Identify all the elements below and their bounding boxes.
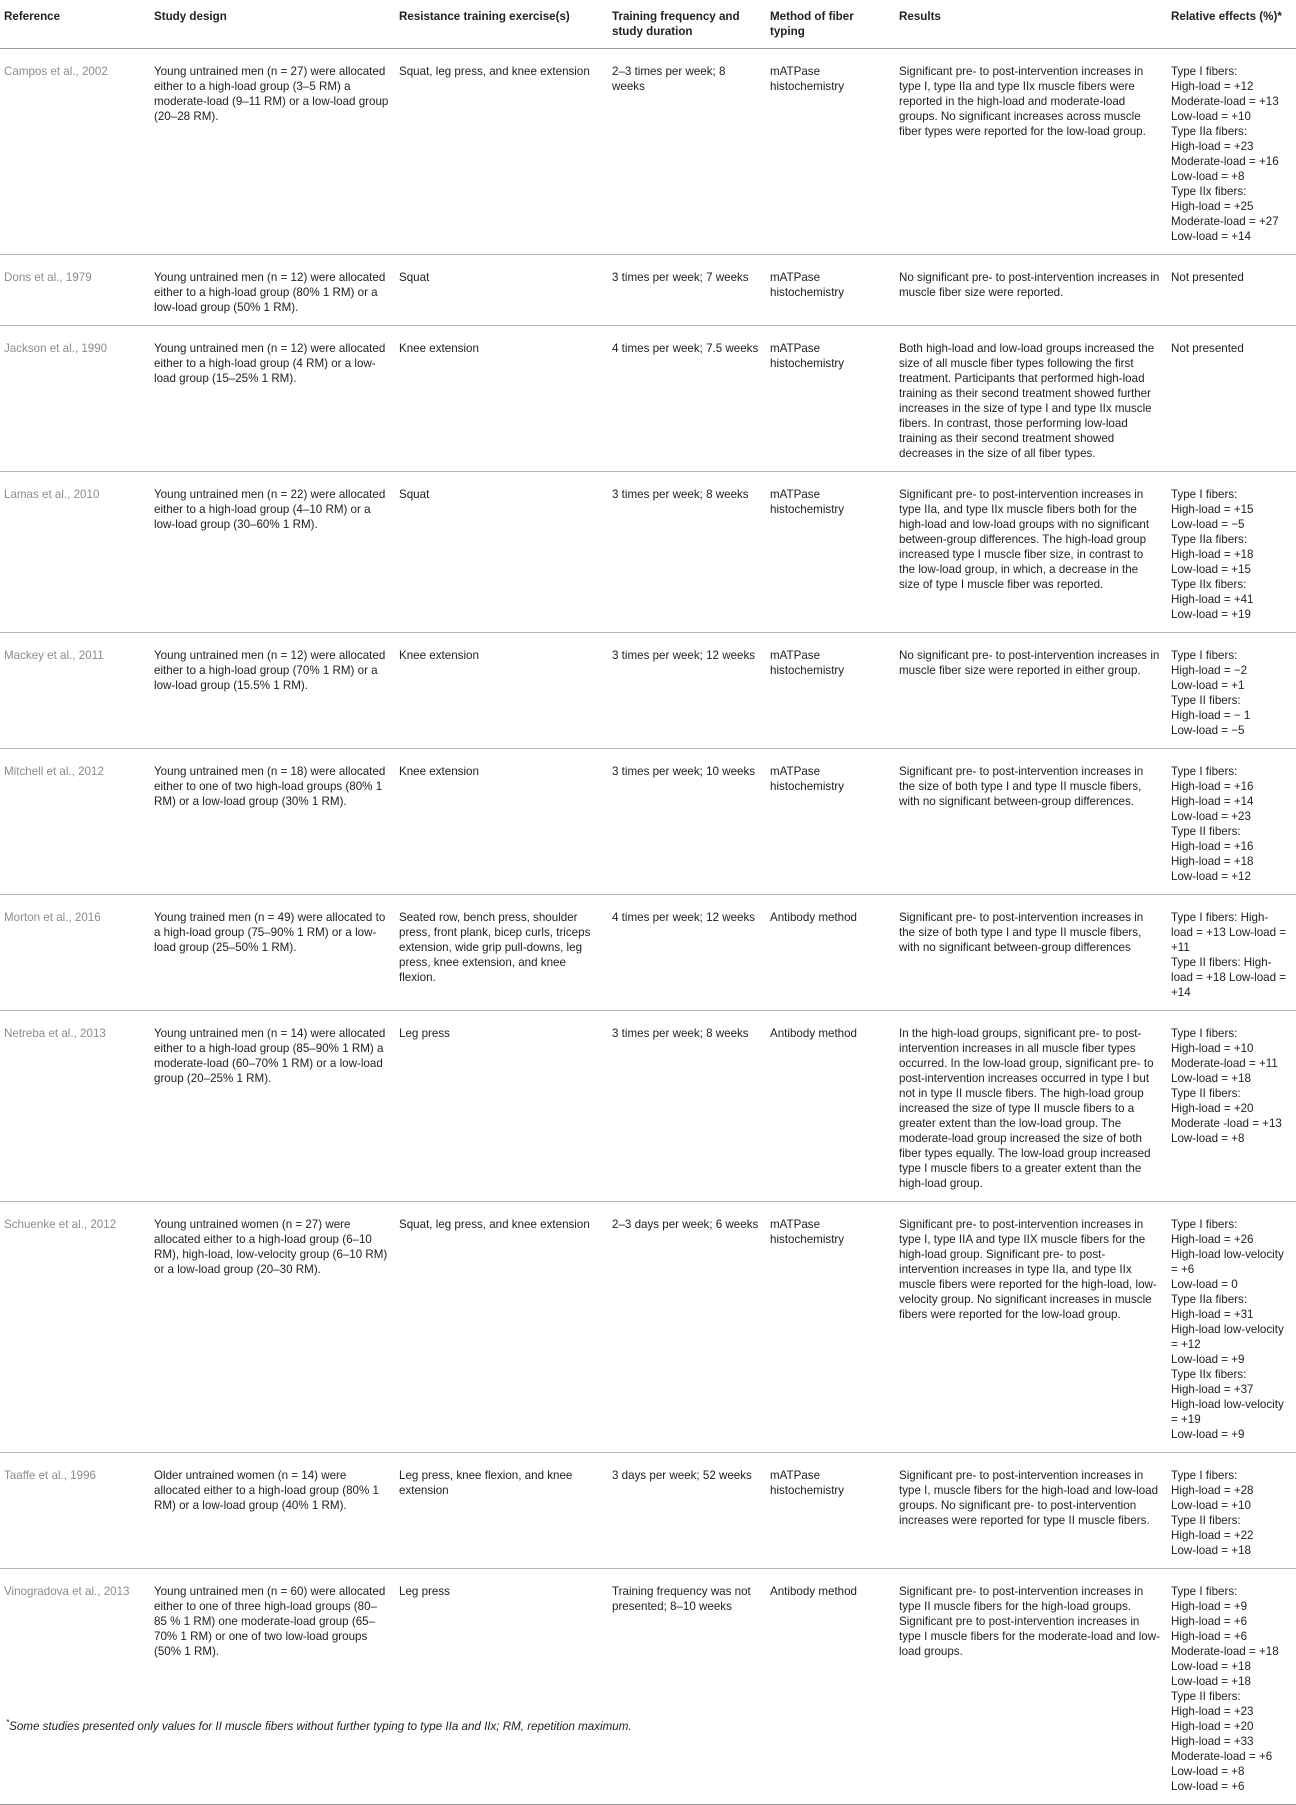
exercise-cell: Leg press, knee flexion, and knee extension bbox=[395, 1453, 608, 1569]
effect-line: Moderate-load = +18 bbox=[1171, 1645, 1279, 1658]
frequency-cell: 2–3 days per week; 6 weeks bbox=[608, 1202, 766, 1453]
effect-line: High-load = − 1 bbox=[1171, 709, 1251, 722]
study-design-cell: Young untrained men (n = 18) were allocated either to one of two high-load groups (80% 1 RM) or a low-load group (30% 1 RM). bbox=[150, 749, 395, 895]
frequency-cell: Training frequency was not presented; 8–10 weeks bbox=[608, 1569, 766, 1805]
effect-line: Not presented bbox=[1171, 271, 1244, 284]
effect-line: High-load = +37 bbox=[1171, 1383, 1254, 1396]
table-footnote: *Some studies presented only values for II muscle fibers without further typing to type IIa and IIx; RM, repetition maximum. bbox=[6, 1718, 632, 1733]
effect-line: High-load low-velocity = +19 bbox=[1171, 1398, 1284, 1426]
effect-line: Low-load = +6 bbox=[1171, 1780, 1245, 1793]
study-design-cell: Young trained men (n = 49) were allocated to a high-load group (75–90% 1 RM) or a low-load group (25–50% 1 RM). bbox=[150, 895, 395, 1011]
exercise-cell: Squat, leg press, and knee extension bbox=[395, 1202, 608, 1453]
table-row bbox=[0, 1569, 1296, 1805]
exercise-cell: Knee extension bbox=[395, 633, 608, 749]
study-design-cell: Young untrained men (n = 12) were allocated either to a high-load group (70% 1 RM) or a low-load group (15.5% 1 RM). bbox=[150, 633, 395, 749]
table-body bbox=[0, 49, 1296, 1805]
effect-line: Moderate-load = +13 bbox=[1171, 95, 1279, 108]
effect-line: Low-load = +9 bbox=[1171, 1353, 1245, 1366]
effect-line: High-load = +18 bbox=[1171, 548, 1254, 561]
effect-line: High-load = +18 bbox=[1171, 855, 1254, 868]
relative-effects-cell bbox=[1167, 1569, 1296, 1805]
study-design-cell: Older untrained women (n = 14) were allocated either to a high-load group (80% 1 RM) or a low-load group (40% 1 RM). bbox=[150, 1453, 395, 1569]
table-row bbox=[0, 749, 1296, 895]
frequency-cell: 3 times per week; 7 weeks bbox=[608, 255, 766, 326]
effect-line: Low-load = +19 bbox=[1171, 608, 1251, 621]
table-row bbox=[0, 255, 1296, 326]
reference-cell[interactable]: Campos et al., 2002 bbox=[0, 49, 150, 255]
method-cell: Antibody method bbox=[766, 1011, 895, 1202]
exercise-cell: Squat bbox=[395, 255, 608, 326]
results-cell: Significant pre- to post-intervention increases in type I, muscle fibers for the high-load and low-load groups. No significant pre- to post-intervention increases were reported for type II muscle fibers. bbox=[895, 1453, 1167, 1569]
effect-line: Low-load = +1 bbox=[1171, 679, 1245, 692]
relative-effects-cell bbox=[1167, 749, 1296, 895]
effect-line: High-load = +23 bbox=[1171, 140, 1254, 153]
table-row bbox=[0, 633, 1296, 749]
effect-line: High-load = +26 bbox=[1171, 1233, 1254, 1246]
effect-line: Type I fibers: bbox=[1171, 1218, 1238, 1231]
header-study-design: Study design bbox=[150, 0, 395, 49]
header-exercises: Resistance training exercise(s) bbox=[395, 0, 608, 49]
header-method: Method of fiber typing bbox=[766, 0, 895, 49]
relative-effects-cell bbox=[1167, 255, 1296, 326]
results-cell: In the high-load groups, significant pre- to post-intervention increases in all muscle fiber types occurred. In the low-load group, significant pre- to post-intervention increases occurred in type I but not in type II muscle fibers. The high-load group increased the size of type II muscle fibers to a greater extent than the low-load group. The moderate-load group increased the size of both fiber types equally. The low-load group increased type I muscle fibers to a greater extent than the high-load group. bbox=[895, 1011, 1167, 1202]
effect-line: High-load = +9 bbox=[1171, 1600, 1248, 1613]
header-frequency: Training frequency and study duration bbox=[608, 0, 766, 49]
table-header-row bbox=[0, 0, 1296, 49]
effect-line: Low-load = +8 bbox=[1171, 170, 1245, 183]
effect-line: Low-load = +12 bbox=[1171, 870, 1251, 883]
effect-line: Type I fibers: bbox=[1171, 649, 1238, 662]
frequency-cell: 3 times per week; 8 weeks bbox=[608, 472, 766, 633]
table-row bbox=[0, 1202, 1296, 1453]
table-row bbox=[0, 895, 1296, 1011]
effect-line: Type II fibers: bbox=[1171, 1087, 1241, 1100]
effect-line: Low-load = −5 bbox=[1171, 518, 1245, 531]
effect-line: High-load low-velocity = +12 bbox=[1171, 1323, 1284, 1351]
effect-line: Type I fibers: bbox=[1171, 765, 1238, 778]
effect-line: Moderate-load = +27 bbox=[1171, 215, 1279, 228]
frequency-cell: 3 times per week; 10 weeks bbox=[608, 749, 766, 895]
relative-effects-cell bbox=[1167, 895, 1296, 1011]
results-cell: Significant pre- to post-intervention increases in type I, type IIA and type IIX muscle fibers for the high-load group. Significant pre- to post-intervention increases in type IIa, and type IIx muscle fibers were reported for the high-load, low-velocity group. No significant increases in muscle fibers were reported for the low-load group. bbox=[895, 1202, 1167, 1453]
effect-line: Low-load = +18 bbox=[1171, 1072, 1251, 1085]
reference-cell[interactable]: Mackey et al., 2011 bbox=[0, 633, 150, 749]
effect-line: Type IIa fibers: bbox=[1171, 125, 1248, 138]
exercise-cell: Knee extension bbox=[395, 326, 608, 472]
results-cell: Significant pre- to post-intervention increases in type IIa, and type IIx muscle fibers both for the high-load and low-load groups with no significant between-group differences. The high-load group increased type I muscle fiber size, in contrast to the low-load group, in which, a decrease in the size of type I muscle fiber was reported. bbox=[895, 472, 1167, 633]
study-design-cell: Young untrained men (n = 27) were allocated either to a high-load group (3–5 RM) a moderate-load (9–11 RM) or a low-load group (20–28 RM). bbox=[150, 49, 395, 255]
effect-line: High-load = +28 bbox=[1171, 1484, 1254, 1497]
effect-line: Low-load = +8 bbox=[1171, 1132, 1245, 1145]
frequency-cell: 3 days per week; 52 weeks bbox=[608, 1453, 766, 1569]
effect-line: Type I fibers: bbox=[1171, 1469, 1238, 1482]
effect-line: Type I fibers: bbox=[1171, 1027, 1238, 1040]
effect-line: High-load = +16 bbox=[1171, 780, 1254, 793]
effect-line: Type IIa fibers: bbox=[1171, 533, 1248, 546]
effect-line: High-load = +6 bbox=[1171, 1615, 1248, 1628]
method-cell: mATPase histochemistry bbox=[766, 49, 895, 255]
effect-line: High-load = +16 bbox=[1171, 840, 1254, 853]
effect-line: Moderate-load = +16 bbox=[1171, 155, 1279, 168]
header-relative-effects: Relative effects (%)* bbox=[1167, 0, 1296, 49]
table-row bbox=[0, 49, 1296, 255]
study-design-cell: Young untrained men (n = 22) were allocated either to a high-load group (4–10 RM) or a low-load group (30–60% 1 RM). bbox=[150, 472, 395, 633]
effect-line: High-load = −2 bbox=[1171, 664, 1248, 677]
reference-cell[interactable]: Mitchell et al., 2012 bbox=[0, 749, 150, 895]
effect-line: Low-load = −5 bbox=[1171, 724, 1245, 737]
effect-line: Type II fibers: bbox=[1171, 825, 1241, 838]
relative-effects-cell bbox=[1167, 326, 1296, 472]
effect-line: High-load = +14 bbox=[1171, 795, 1254, 808]
frequency-cell: 3 times per week; 8 weeks bbox=[608, 1011, 766, 1202]
effect-line: Low-load = +8 bbox=[1171, 1765, 1245, 1778]
effect-line: High-load = +41 bbox=[1171, 593, 1254, 606]
relative-effects-cell bbox=[1167, 49, 1296, 255]
method-cell: mATPase histochemistry bbox=[766, 472, 895, 633]
study-design-cell: Young untrained men (n = 60) were allocated either to one of three high-load groups (80–85 % 1 RM) one moderate-load group (65–70% 1 RM) or one of two low-load groups (50% 1 RM). bbox=[150, 1569, 395, 1805]
method-cell: mATPase histochemistry bbox=[766, 633, 895, 749]
method-cell: mATPase histochemistry bbox=[766, 326, 895, 472]
method-cell: Antibody method bbox=[766, 1569, 895, 1805]
effect-line: Type II fibers: bbox=[1171, 694, 1241, 707]
effect-line: High-load = +25 bbox=[1171, 200, 1254, 213]
relative-effects-cell bbox=[1167, 633, 1296, 749]
effect-line: Moderate-load = +11 bbox=[1171, 1057, 1278, 1070]
method-cell: mATPase histochemistry bbox=[766, 749, 895, 895]
frequency-cell: 3 times per week; 12 weeks bbox=[608, 633, 766, 749]
reference-cell[interactable]: Lamas et al., 2010 bbox=[0, 472, 150, 633]
method-cell: mATPase histochemistry bbox=[766, 255, 895, 326]
reference-cell[interactable]: Vinogradova et al., 2013 bbox=[0, 1569, 150, 1805]
effect-line: Type IIa fibers: bbox=[1171, 1293, 1248, 1306]
effect-line: Low-load = +18 bbox=[1171, 1675, 1251, 1688]
effect-line: Low-load = +18 bbox=[1171, 1660, 1251, 1673]
method-cell: mATPase histochemistry bbox=[766, 1202, 895, 1453]
effect-line: Low-load = +9 bbox=[1171, 1428, 1245, 1441]
results-cell: Significant pre- to post-intervention increases in type I, type IIa and type IIx muscle fibers were reported in the high-load and moderate-load groups. No significant increases across muscle fiber types were reported for the low-load group. bbox=[895, 49, 1167, 255]
effect-line: Type II fibers: bbox=[1171, 1690, 1241, 1703]
effect-line: High-load = +15 bbox=[1171, 503, 1254, 516]
effect-line: Low-load = +14 bbox=[1171, 230, 1251, 243]
effect-line: High-load = +31 bbox=[1171, 1308, 1254, 1321]
method-cell: mATPase histochemistry bbox=[766, 1453, 895, 1569]
effect-line: High-load = +20 bbox=[1171, 1102, 1254, 1115]
relative-effects-cell bbox=[1167, 1202, 1296, 1453]
effect-line: Low-load = +15 bbox=[1171, 563, 1251, 576]
results-cell: Significant pre- to post-intervention increases in type II muscle fibers for the high-load groups. Significant pre to post-intervention increases in type I muscle fibers for the moderate-load and low-load groups. bbox=[895, 1569, 1167, 1805]
reference-cell[interactable]: Dons et al., 1979 bbox=[0, 255, 150, 326]
effect-line: Low-load = 0 bbox=[1171, 1278, 1238, 1291]
relative-effects-cell bbox=[1167, 472, 1296, 633]
effect-line: Type I fibers: bbox=[1171, 488, 1238, 501]
method-cell: Antibody method bbox=[766, 895, 895, 1011]
reference-cell[interactable]: Netreba et al., 2013 bbox=[0, 1011, 150, 1202]
exercise-cell: Seated row, bench press, shoulder press, front plank, bicep curls, triceps extension, wide grip pull-downs, leg press, knee extension, and knee flexion. bbox=[395, 895, 608, 1011]
relative-effects-cell bbox=[1167, 1011, 1296, 1202]
results-cell: No significant pre- to post-intervention increases in muscle fiber size were reported. bbox=[895, 255, 1167, 326]
results-cell: Both high-load and low-load groups increased the size of all muscle fiber types following the first treatment. Participants that performed high-load training as their second treatment showed further increases in the size of type I and type IIx muscle fibers. In contrast, those performing low-load training as their second treatment showed decreases in the size of all fiber types. bbox=[895, 326, 1167, 472]
effect-line: Moderate -load = +13 bbox=[1171, 1117, 1282, 1130]
header-results: Results bbox=[895, 0, 1167, 49]
results-cell: Significant pre- to post-intervention increases in the size of both type I and type II muscle fibers, with no significant between-group differences bbox=[895, 895, 1167, 1011]
exercise-cell: Squat, leg press, and knee extension bbox=[395, 49, 608, 255]
effect-line: Low-load = +10 bbox=[1171, 110, 1251, 123]
effect-line: Type I fibers: bbox=[1171, 65, 1238, 78]
effect-line: Type IIx fibers: bbox=[1171, 185, 1247, 198]
reference-cell[interactable]: Morton et al., 2016 bbox=[0, 895, 150, 1011]
exercise-cell: Squat bbox=[395, 472, 608, 633]
effect-line: High-load = +12 bbox=[1171, 80, 1254, 93]
effect-line: High-load = +20 bbox=[1171, 1720, 1254, 1733]
frequency-cell: 4 times per week; 12 weeks bbox=[608, 895, 766, 1011]
effect-line: Not presented bbox=[1171, 342, 1244, 355]
effect-line: Low-load = +18 bbox=[1171, 1544, 1251, 1557]
effect-line: Type IIx fibers: bbox=[1171, 1368, 1247, 1381]
effect-line: High-load low-velocity = +6 bbox=[1171, 1248, 1284, 1276]
table-row bbox=[0, 472, 1296, 633]
effect-line: High-load = +10 bbox=[1171, 1042, 1254, 1055]
frequency-cell: 2–3 times per week; 8 weeks bbox=[608, 49, 766, 255]
effect-line: High-load = +23 bbox=[1171, 1705, 1254, 1718]
effect-line: Type IIx fibers: bbox=[1171, 578, 1247, 591]
reference-cell[interactable]: Taaffe et al., 1996 bbox=[0, 1453, 150, 1569]
exercise-cell: Leg press bbox=[395, 1569, 608, 1805]
effect-line: Low-load = +10 bbox=[1171, 1499, 1251, 1512]
exercise-cell: Leg press bbox=[395, 1011, 608, 1202]
relative-effects-cell bbox=[1167, 1453, 1296, 1569]
study-design-cell: Young untrained women (n = 27) were allocated either to a high-load group (6–10 RM), high-load, low-velocity group (6–10 RM) or a low-load group (20–30 RM). bbox=[150, 1202, 395, 1453]
results-cell: Significant pre- to post-intervention increases in the size of both type I and type II muscle fibers, with no significant between-group differences. bbox=[895, 749, 1167, 895]
study-design-cell: Young untrained men (n = 12) were allocated either to a high-load group (4 RM) or a low-load group (15–25% 1 RM). bbox=[150, 326, 395, 472]
header-reference: Reference bbox=[0, 0, 150, 49]
reference-cell[interactable]: Schuenke et al., 2012 bbox=[0, 1202, 150, 1453]
effect-line: High-load = +22 bbox=[1171, 1529, 1254, 1542]
reference-cell[interactable]: Jackson et al., 1990 bbox=[0, 326, 150, 472]
table-row bbox=[0, 326, 1296, 472]
frequency-cell: 4 times per week; 7.5 weeks bbox=[608, 326, 766, 472]
table-row bbox=[0, 1011, 1296, 1202]
effect-line: High-load = +6 bbox=[1171, 1630, 1248, 1643]
effect-line: Type I fibers: High-load = +13 Low-load = +11 bbox=[1171, 911, 1287, 954]
effect-line: Type II fibers: High-load = +18 Low-load = +14 bbox=[1171, 956, 1287, 999]
study-design-cell: Young untrained men (n = 14) were allocated either to a high-load group (85–90% 1 RM) a moderate-load (60–70% 1 RM) or a low-load group (20–25% 1 RM). bbox=[150, 1011, 395, 1202]
effect-line: Moderate-load = +6 bbox=[1171, 1750, 1273, 1763]
results-cell: No significant pre- to post-intervention increases in muscle fiber size were reported in either group. bbox=[895, 633, 1167, 749]
study-design-cell: Young untrained men (n = 12) were allocated either to a high-load group (80% 1 RM) or a low-load group (50% 1 RM). bbox=[150, 255, 395, 326]
table-row bbox=[0, 1453, 1296, 1569]
footnote-text: Some studies presented only values for II muscle fibers without further typing to type IIa and IIx; RM, repetition maximum. bbox=[9, 1719, 632, 1733]
exercise-cell: Knee extension bbox=[395, 749, 608, 895]
effect-line: Type II fibers: bbox=[1171, 1514, 1241, 1527]
effect-line: Low-load = +23 bbox=[1171, 810, 1251, 823]
effect-line: Type I fibers: bbox=[1171, 1585, 1238, 1598]
effect-line: High-load = +33 bbox=[1171, 1735, 1254, 1748]
